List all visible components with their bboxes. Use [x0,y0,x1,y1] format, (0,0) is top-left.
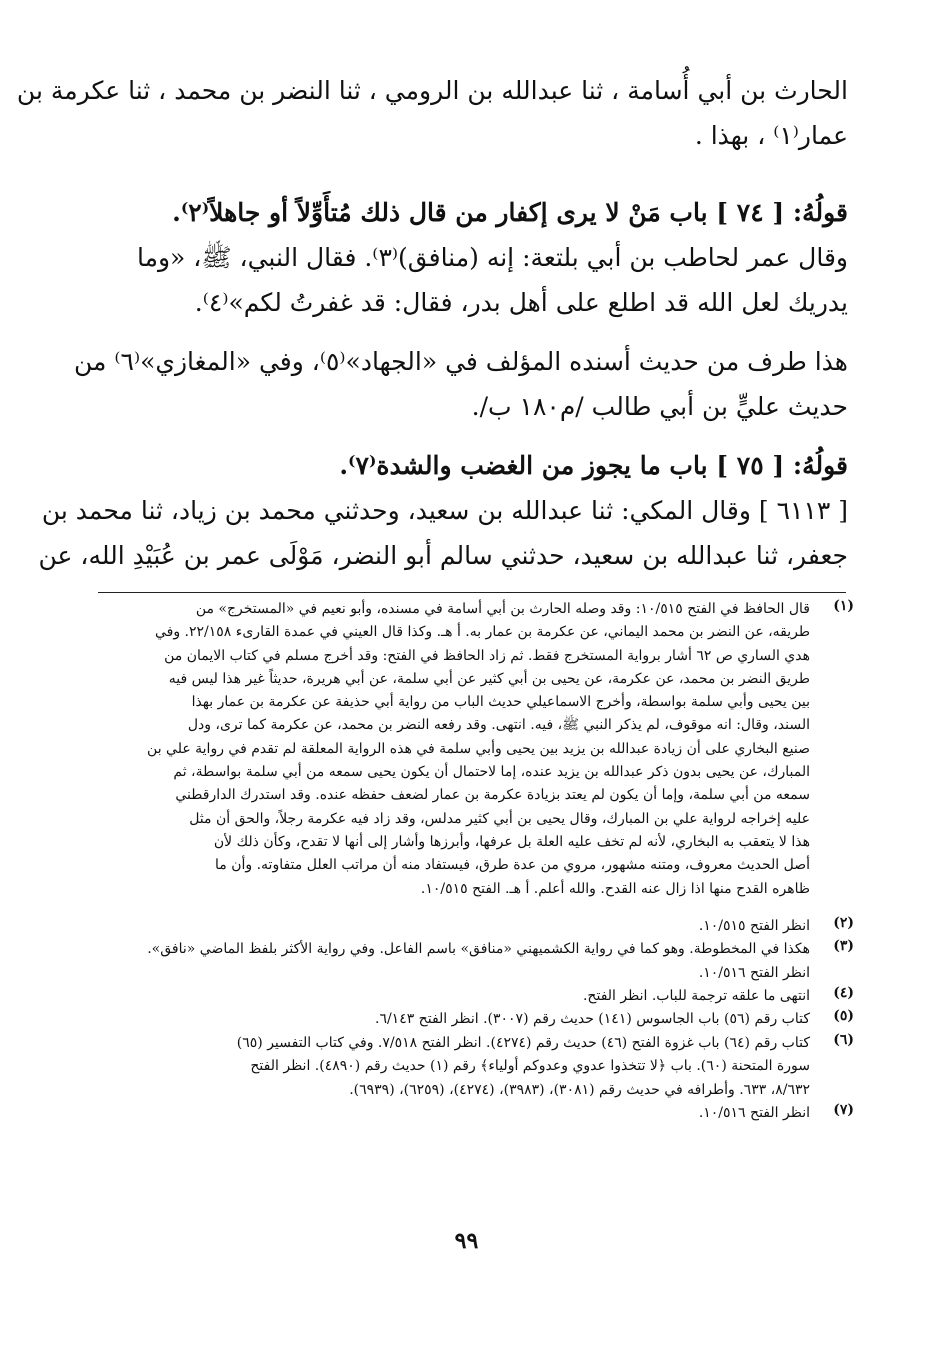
text-line: هذا طرف من حديث أسنده المؤلف في «الجهاد»⁽٥⁾، وفي «المغازي»⁽٦⁾ من [74,347,848,376]
footnote-line: هكذا في المخطوطة. وهو كما في رواية الكشميهني «منافق» باسم الفاعل. وفي رواية الأكثر بلفظ الماضي «نافق». [147,941,810,958]
footnote-number: (٧) [833,1102,854,1119]
footnote-number: (٣) [833,938,854,955]
footnote-line: بين يحيى وأبي سلمة بواسطة، وأخرج الاسماعيلي حديث الباب من رواية أبي حذيفة عن عكرمة بن عمار بهذا [191,694,810,711]
footnote-text [94,938,810,985]
footnote-text [94,985,810,1008]
text-line: يدريك لعل الله قد اطلع على أهل بدر، فقال: قد غفرتُ لكم»⁽٤⁾. [194,288,848,317]
footnote-line: طريقه، عن النضر بن محمد اليماني، عن عكرمة بن عمار به. أ هـ. وكذا قال العيني في عمدة القارىء ٢٢/١٥٨. وفي [154,624,810,641]
footnote-divider [98,592,846,593]
footnote-line: ٨/٦٣٢، ٦٣٣. وأطرافه في حديث رقم (٣٠٨١)، (٣٩٨٣)، (٤٢٧٤)، (٦٢٥٩)، (٦٩٣٩). [349,1081,810,1098]
footnote-line: ظاهره القدح منها اذا زال عنه القدح. والله أعلم. أ هـ. الفتح ١٠/٥١٥. [420,880,810,897]
footnote-6 [94,1032,854,1102]
footnote-5 [94,1008,854,1031]
footnote-3 [94,938,854,985]
footnote-number: (٥) [833,1008,854,1025]
footnote-2 [94,915,854,938]
footnote-line: كتاب رقم (٥٦) باب الجاسوس (١٤١) حديث رقم (٣٠٠٧). انظر الفتح ٦/١٤٣. [374,1011,810,1028]
footnote-text [94,915,810,938]
text-line: وقال عمر لحاطب بن أبي بلتعة: إنه (منافق)⁽٣⁾. فقال النبي، ﷺ، «وما [136,243,848,272]
footnote-line: انتهى ما علقه ترجمة للباب. انظر الفتح. [582,988,810,1005]
hadith-text-line: [ ٦١١٣ ] وقال المكي: ثنا عبدالله بن سعيد، وحدثني محمد بن زياد، ثنا محمد بن [41,496,848,525]
footnote-number: (٢) [833,914,854,931]
footnote-line: هدي الساري ص ٦٢ أشار برواية المستخرج فقط. ثم زاد الحافظ في الفتح: وقد أخرج مسلم في كتاب الايمان من [164,647,810,664]
main-text [16,68,848,578]
footnote-line: عليه إخراجه لرواية علي بن المبارك، وقال يحيى بن أبي كثير مدلس، وقد زاد فيه عكرمة رجلاً، والحق أن مثل [189,810,810,827]
footnote-line: انظر الفتح ١٠/٥١٥. [698,917,810,934]
page-number: ٩٩ [454,1228,479,1254]
footnote-1 [94,598,854,901]
text-line: الحارث بن أبي أُسامة ، ثنا عبدالله بن الرومي ، ثنا النضر بن محمد ، ثنا عكرمة بن [16,76,848,105]
chapter-heading-75: قولُهُ: [ ٧٥ ] باب ما يجوز من الغضب والشدة⁽٧⁾. [339,451,848,480]
footnote-line: كتاب رقم (٦٤) باب غزوة الفتح (٤٦) حديث رقم (٤٢٧٤). انظر الفتح ٧/٥١٨. وفي كتاب التفسير (٦٥) [236,1034,810,1051]
footnote-text [94,598,810,901]
footnote-line: هذا لا يتعقب به البخاري، لأنه لم تخف عليه العلة بل عرفها، وأبرزها وأشار إلى أنها لا تقدح، وكأن ذلك لأن [213,833,810,850]
footnote-line: انظر الفتح ١٠/٥١٦. [698,964,810,981]
footnote-line: سمعه من أبي سلمة، وإما أن يكون لم يعتد بزيادة عكرمة بن عمار لضعف حفظه عنده. وقد استدرك الدارقطني [175,787,810,804]
footnote-number: (٤) [833,985,854,1002]
text-line: عمار⁽١⁾ ، بهذا . [694,121,848,150]
footnote-text [94,1008,810,1031]
footnote-line: طريق النضر بن محمد، عن عكرمة، عن يحيى بن أبي كثير عن أبي سلمة، عن أبي هريرة، حديثاً غير هذا ليس فيه [168,670,810,687]
footnote-number: (١) [833,598,854,614]
footnote-line: المبارك، عن يحيى بدون ذكر عبدالله بن يزيد عنده، إما لاحتمال أن يكون يحيى سمعه من أبي سلمة بواسطة، ثم [173,764,810,781]
footnotes [94,598,854,1126]
chapter-heading-74: قولُهُ: [ ٧٤ ] باب مَنْ لا يرى إكفار من قال ذلك مُتأَوِّلاً أو جاهلاً⁽٢⁾. [172,198,848,227]
footnote-text [94,1102,810,1125]
footnote-text [94,1032,810,1102]
footnote-7 [94,1102,854,1125]
footnote-4 [94,985,854,1008]
footnote-line: سورة المتحنة (٦٠). باب ﴿لا تتخذوا عدوي وعدوكم أولياء﴾ رقم (١) حديث رقم (٤٨٩٠). انظر الفتح [250,1058,810,1075]
footnote-number: (٦) [833,1031,854,1048]
footnote-line: أصل الحديث معروف، ومتنه مشهور، مروي من عدة طرق، فيستفاد منه أن مراتب العلل متفاوته. وأن ما [215,857,810,874]
footnote-line: صنيع البخاري على أن زيادة عبدالله بن يزيد بين يحيى وأبي سلمة في هذه الرواية المعلقة لم تقدم في رواية علي بن [147,740,810,757]
hadith-text-line: جعفر، ثنا عبدالله بن سعيد، حدثني سالم أبو النضر، مَوْلَى عمر بن عُبَيْدِ الله، عن [38,541,848,570]
footnote-line: قال الحافظ في الفتح ١٠/٥١٥: وقد وصله الحارث بن أبي أسامة في مسنده، وأبو نعيم في «المستخرج» من [195,601,810,617]
footnote-line: انظر الفتح ١٠/٥١٦. [698,1105,810,1122]
footnote-line: السند، وقال: انه موقوف، لم يذكر النبي ﷺ، فيه. انتهى. وقد رفعه النضر بن محمد، عن عكرمة كما ترى، ودل [187,717,810,734]
text-line: حديث عليٍّ بن أبي طالب /م١٨٠ ب/. [471,392,848,421]
